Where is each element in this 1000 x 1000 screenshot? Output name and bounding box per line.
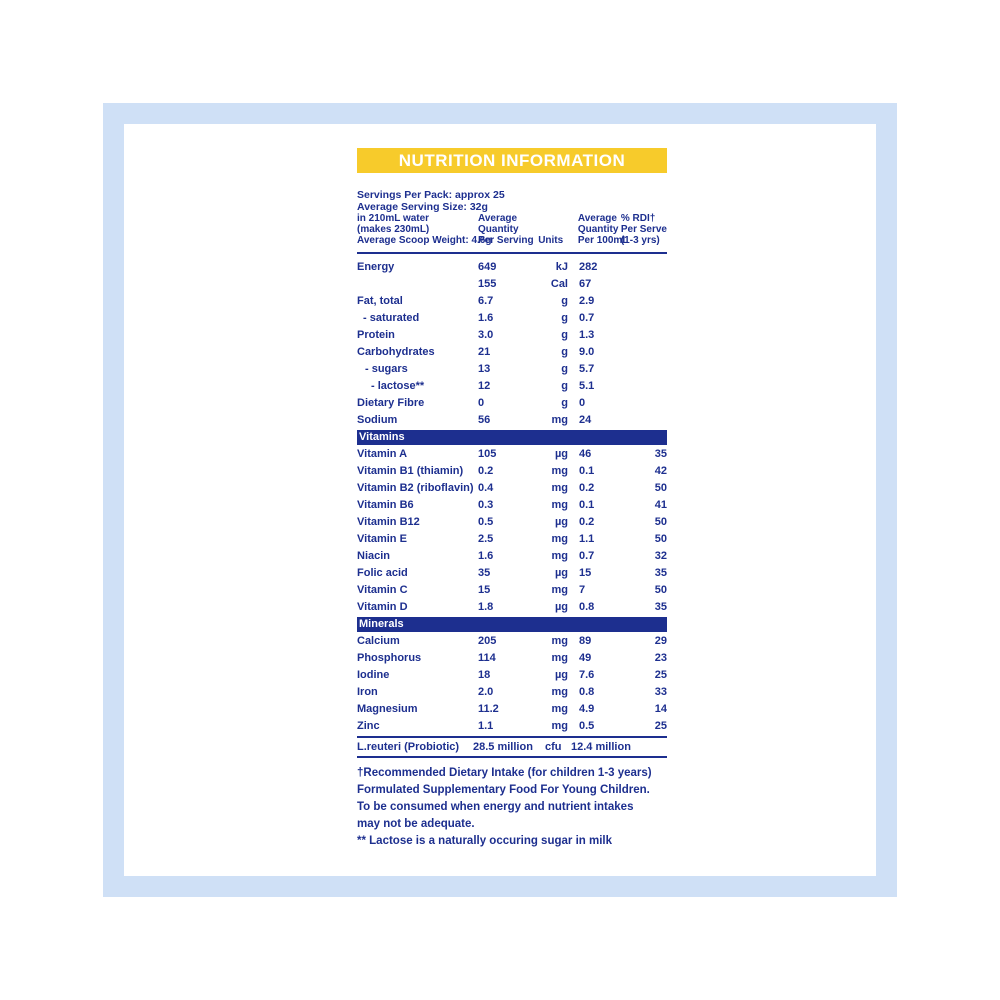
nutrient-name: - lactose** [371,379,425,392]
footnote-line: may not be adequate. [357,818,475,830]
nutrient-name: Vitamin B1 (thiamin) [357,464,464,477]
nutrient-name: Niacin [357,549,391,562]
unit: mg [551,651,568,664]
rdi: 42 [654,464,667,477]
per-serving: 21 [478,345,491,358]
per-100ml: 1.3 [579,328,595,341]
nutrient-name: Carbohydrates [357,345,435,358]
per-serving: 0.4 [478,481,494,494]
per-100ml: 0.1 [579,464,595,477]
header-line: (1-3 yrs) [620,235,660,246]
table-row [357,683,667,700]
unit: g [561,396,568,409]
table-row [357,649,667,666]
per-serving: 3.0 [478,328,494,341]
rdi: 25 [654,668,667,681]
unit: mg [551,634,568,647]
header-line: Average [478,213,518,224]
rdi: 50 [654,532,667,545]
unit: g [561,345,568,358]
header-line: Quantity [577,224,619,235]
table-row [357,496,667,513]
nutrient-name: Calcium [357,634,400,647]
per-100ml: 0.2 [579,515,595,528]
per-serving: 1.1 [478,719,494,732]
header-line [538,213,578,224]
nutrient-name: Magnesium [357,702,418,715]
table-row [357,547,667,564]
rdi: 14 [654,702,667,715]
rdi: 29 [654,634,667,647]
per-100ml: 0.7 [579,549,595,562]
unit: mg [551,549,568,562]
per-serving: 155 [478,277,497,290]
per-100ml: 282 [579,260,598,273]
header-line: Per 100mL [577,235,629,246]
unit: mg [551,481,568,494]
rdi: 32 [654,549,667,562]
per-serving: 0.2 [478,464,494,477]
per-serving: 15 [478,583,491,596]
nutrient-name: Energy [357,260,395,273]
per-100ml: 9.0 [579,345,595,358]
probiotic-row [357,736,667,758]
nutrient-name: - sugars [365,362,408,375]
table-row [357,598,667,615]
per-100ml: 1.1 [579,532,595,545]
rdi: 35 [654,566,667,579]
table-row [357,275,667,292]
table-row [357,343,667,360]
per-serving: 114 [478,651,496,664]
header-line: Average Scoop Weight: 4.6g [357,235,492,246]
rdi: 50 [654,583,667,596]
header-prep [357,213,492,246]
unit: µg [554,447,568,460]
nutrient-name: Iron [357,685,378,698]
minerals-section-header: Minerals [357,617,667,632]
per-100ml: 2.9 [579,294,595,307]
unit: µg [554,600,568,613]
header-line: Units [538,235,564,246]
per-100ml: 0.2 [579,481,595,494]
header-line: % RDI† [620,213,656,224]
per-100ml: 0.8 [579,685,595,698]
per-serving: 12 [478,379,491,392]
header-line: (makes 230mL) [357,224,430,235]
panel-title: NUTRITION INFORMATION [357,148,667,173]
nutrient-name: Vitamin C [357,583,408,596]
per-100ml: 0.1 [579,498,595,511]
rdi: 35 [654,600,667,613]
table-row [357,479,667,496]
minerals-rows [357,632,667,734]
column-headers [357,213,667,246]
unit: kJ [555,260,568,273]
unit: mg [551,583,568,596]
serving-size: Average Serving Size: 32g [357,201,488,213]
footnote-line: To be consumed when energy and nutrient intakes [357,801,634,813]
per-serving: 35 [478,566,491,579]
footnote-line: ** Lactose is a naturally occuring sugar in milk [357,835,612,847]
per-100ml: 5.7 [579,362,595,375]
per-100ml: 0.7 [579,311,595,324]
rdi: 33 [654,685,667,698]
nutrient-name: Zinc [357,719,380,732]
per-100ml: 24 [579,413,592,426]
rdi: 23 [654,651,667,664]
vitamins-rows [357,445,667,615]
header-divider [357,252,667,254]
nutrient-name: Vitamin B6 [357,498,414,511]
servings-per-pack: Servings Per Pack: approx 25 [357,189,505,201]
nutrient-name: Sodium [357,413,398,426]
table-row [357,394,667,411]
header-line: Per Serve [620,224,667,235]
unit: Cal [550,277,568,290]
unit: g [561,362,568,375]
table-row [357,377,667,394]
nutrition-panel [357,148,667,850]
table-row [357,258,667,275]
table-row [357,632,667,649]
per-100ml: 5.1 [579,379,595,392]
header-rdi [621,213,667,246]
nutrient-name: Iodine [357,668,390,681]
header-per-100ml [577,213,629,246]
rdi: 50 [654,481,667,494]
per-serving: 56 [478,413,491,426]
per-100ml: 0 [579,396,586,409]
unit: mg [551,464,568,477]
nutrients-rows [357,258,667,428]
table-row [357,581,667,598]
footnote-line: Formulated Supplementary Food For Young Children. [357,784,650,796]
per-100ml: 0.8 [579,600,595,613]
per-serving: 2.0 [478,685,494,698]
per-100ml: 67 [579,277,592,290]
unit: µg [554,668,568,681]
unit: mg [551,498,568,511]
serving-info [357,189,667,213]
per-100ml: 4.9 [579,702,595,715]
header-line: Quantity [478,224,519,235]
table-row [357,530,667,547]
table-row [357,411,667,428]
unit: g [561,379,568,392]
unit: g [561,294,568,307]
unit: µg [554,566,568,579]
table-row [357,666,667,683]
table-row [357,445,667,462]
nutrient-name: Vitamin E [357,532,407,545]
per-serving: 1.8 [478,600,494,613]
per-serving: 105 [478,447,497,460]
header-line: Per Serving [478,235,534,246]
table-row [357,717,667,734]
per-serving: 1.6 [478,311,494,324]
per-100ml: 89 [579,634,592,647]
rdi: 25 [654,719,667,732]
per-100ml: 49 [579,651,592,664]
table-row [357,309,667,326]
per-100ml: 0.5 [579,719,595,732]
per-serving: 11.2 [478,702,499,715]
unit: mg [551,719,568,732]
per-serving: 1.6 [478,549,494,562]
footnote-line: †Recommended Dietary Intake (for children 1-3 years) [357,767,652,779]
rdi: 50 [654,515,667,528]
vitamins-section-header: Vitamins [357,430,667,445]
table-row [357,360,667,377]
header-per-serving [478,213,538,246]
nutrient-name: Phosphorus [357,651,422,664]
per-100ml: 7 [579,583,586,596]
per-serving: 6.7 [478,294,494,307]
nutrient-name: Fat, total [357,294,403,307]
footnotes [357,765,667,850]
header-units [538,213,578,246]
nutrient-name: - saturated [363,311,420,324]
table-row [357,564,667,581]
nutrient-name: Vitamin B2 (riboflavin) [357,481,474,494]
header-line [538,224,578,235]
probiotic-name: L.reuteri (Probiotic) [357,741,460,753]
rdi: 35 [654,447,667,460]
per-serving: 2.5 [478,532,494,545]
per-serving: 18 [478,668,491,681]
rdi: 41 [654,498,667,511]
per-100ml: 46 [579,447,592,460]
table-row [357,326,667,343]
per-serving: 13 [478,362,491,375]
probiotic-unit: cfu [545,741,562,753]
nutrient-name: Vitamin B12 [357,515,420,528]
unit: mg [551,702,568,715]
probiotic-per-100ml: 12.4 million [571,741,631,753]
nutrient-name: Protein [357,328,395,341]
per-serving: 0 [478,396,485,409]
per-serving: 0.5 [478,515,494,528]
nutrient-name: Folic acid [357,566,408,579]
per-serving: 0.3 [478,498,494,511]
nutrient-name: Vitamin A [357,447,408,460]
per-100ml: 7.6 [579,668,595,681]
table-row [357,462,667,479]
header-line: Average [577,213,617,224]
unit: g [561,311,568,324]
unit: mg [551,685,568,698]
header-line: in 210mL water [357,213,430,224]
nutrient-name: Dietary Fibre [357,396,425,409]
per-100ml: 15 [579,566,592,579]
nutrient-name: Vitamin D [357,600,408,613]
unit: mg [551,413,568,426]
table-row [357,700,667,717]
unit: mg [551,532,568,545]
probiotic-per-serving: 28.5 million [473,741,533,753]
table-row [357,513,667,530]
per-serving: 205 [478,634,497,647]
table-row [357,292,667,309]
per-serving: 649 [478,260,497,273]
unit: µg [554,515,568,528]
unit: g [561,328,568,341]
